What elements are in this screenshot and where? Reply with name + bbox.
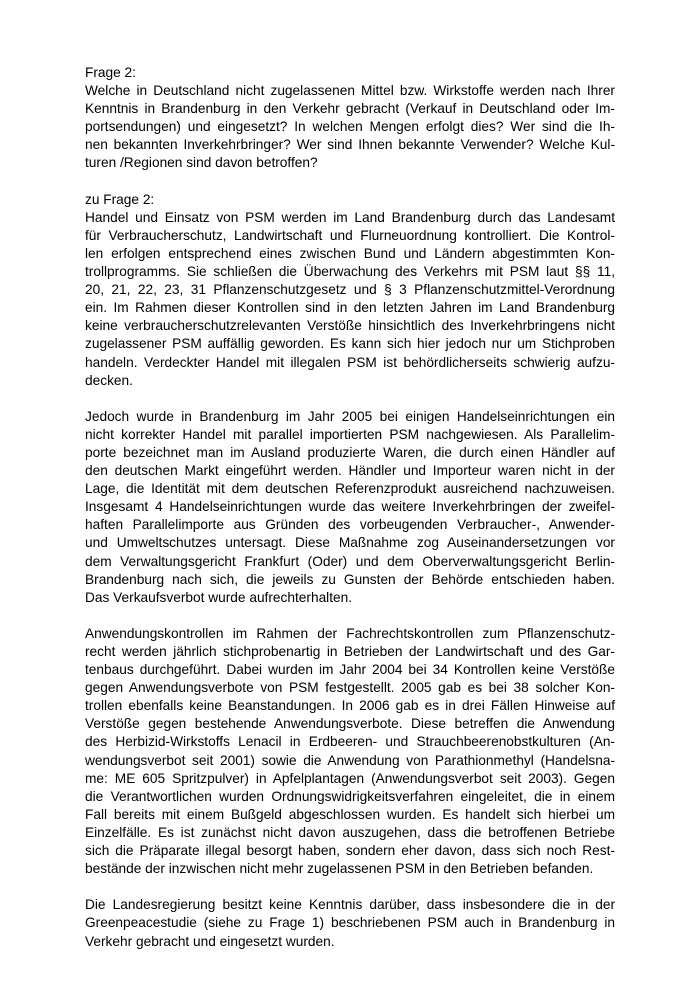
document-page <box>85 64 615 969</box>
paragraph-line: keine verbraucherschutzrelevanten Verstöße hinsichtlich des Inverkehrbringens nicht <box>85 318 615 334</box>
paragraph-line: Handel und Einsatz von PSM werden im Land Brandenburg durch das Landesamt <box>85 209 615 225</box>
paragraph-line: Lage, die Identität mit dem deutschen Referenzprodukt ausreichend nachzuweisen. <box>85 481 615 497</box>
paragraph-line: Anwendungskontrollen im Rahmen der Fachrechtskontrollen zum Pflanzenschutz- <box>85 625 615 641</box>
paragraph-line: me: ME 605 Spritzpulver) in Apfelplantagen (Anwendungsverbot seit 2003). Gegen <box>85 770 615 786</box>
answer-paragraph-1 <box>85 191 615 390</box>
paragraph-line: Verkehr gebracht und eingesetzt wurden. <box>85 933 335 949</box>
paragraph-line: decken. <box>85 372 133 388</box>
answer-paragraph-2 <box>85 408 615 607</box>
question-line: Welche in Deutschland nicht zugelassenen Mittel bzw. Wirkstoffe werden nach Ihrer <box>85 83 615 99</box>
paragraph-line: porte bezeichnet man im Ausland produzierte Waren, die durch einen Händler auf <box>85 444 615 460</box>
paragraph-line: wendungsverbot seit 2001) sowie die Anwendung von Parathionmethyl (Handelsna- <box>85 752 615 768</box>
paragraph-line: Die Landesregierung besitzt keine Kenntnis darüber, dass insbesondere die in der <box>85 897 615 913</box>
question-line: nen bekannten Inverkehrbringer? Wer sind Ihnen bekannte Verwender? Welche Kul- <box>85 137 615 153</box>
paragraph-line: Insgesamt 4 Handelseinrichtungen wurde das weitere Inverkehrbringen der zweifel- <box>85 499 615 515</box>
paragraph-line: handeln. Verdeckter Handel mit illegalen PSM ist behördlicherseits schwierig aufzu- <box>85 354 615 370</box>
paragraph-line: die Verantwortlichen wurden Ordnungswidrigkeitsverfahren eingeleitet, die in einem <box>85 788 615 804</box>
paragraph-line: sich die Präparate illegal besorgt haben, sondern eher davon, dass sich noch Rest- <box>85 843 615 859</box>
paragraph-line: Jedoch wurde in Brandenburg im Jahr 2005 bei einigen Handelseinrichtungen ein <box>85 408 615 424</box>
paragraph-line: Brandenburg nach sich, die jeweils zu Gunsten der Behörde entschieden haben. <box>85 571 615 587</box>
paragraph-line: trollen ebenfalls keine Beanstandungen. In 2006 gab es in drei Fällen Hinweise auf <box>85 698 615 714</box>
paragraph-line: Das Verkaufsverbot wurde aufrechterhalten. <box>85 589 353 605</box>
paragraph-line: ein. Im Rahmen dieser Kontrollen sind in den letzten Jahren im Land Brandenburg <box>85 300 615 316</box>
paragraph-line: tenbaus durchgeführt. Dabei wurden im Jahr 2004 bei 34 Kontrollen keine Verstöße <box>85 662 615 678</box>
question-heading: Frage 2: <box>85 65 136 80</box>
paragraph-line: len erfolgen entsprechend eines zwischen Bund und Ländern abgestimmten Kon- <box>85 245 615 261</box>
paragraph-line: bestände der inzwischen nicht mehr zugelassenen PSM in den Betrieben befanden. <box>85 861 594 877</box>
answer-paragraph-4 <box>85 896 615 950</box>
paragraph-line: für Verbraucherschutz, Landwirtschaft und Flurneuordnung kontrolliert. Die Kontrol- <box>85 227 615 243</box>
paragraph-line: haften Parallelimporte aus Gründen des vorbeugenden Verbraucher-, Anwender- <box>85 517 615 533</box>
answer-heading: zu Frage 2: <box>85 191 155 207</box>
paragraph-line: zugelassener PSM auffällig geworden. Es kann sich hier jedoch nur um Stichproben <box>85 336 615 352</box>
paragraph-line: den deutschen Markt eingeführt werden. Händler und Importeur waren nicht in der <box>85 463 615 479</box>
paragraph-line: Fall bereits mit einem Bußgeld abgeschlossen wurden. Es handelt sich hierbei um <box>85 806 615 822</box>
paragraph-line: trollprogramms. Sie schließen die Überwachung des Verkehrs mit PSM laut §§ 11, <box>85 264 615 280</box>
paragraph-line: Einzelfälle. Es ist zunächst nicht davon auszugehen, dass die betroffenen Betriebe <box>85 824 615 840</box>
paragraph-line: nicht korrekter Handel mit parallel importierten PSM nachgewiesen. Als Parallelim- <box>85 426 615 442</box>
paragraph-line: des Herbizid-Wirkstoffs Lenacil in Erdbeeren- und Strauchbeerenobstkulturen (An- <box>85 734 615 750</box>
paragraph-line: Greenpeacestudie (siehe zu Frage 1) beschriebenen PSM auch in Brandenburg in <box>85 915 615 931</box>
paragraph-line: recht werden jährlich stichprobenartig in Betrieben der Landwirtschaft und des Gar- <box>85 644 615 659</box>
answer-paragraph-3 <box>85 625 615 878</box>
paragraph-line: dem Verwaltungsgericht Frankfurt (Oder) und dem Oberverwaltungsgericht Berlin- <box>85 553 615 569</box>
paragraph-line: gegen Anwendungsverbote von PSM festgestellt. 2005 gab es bei 38 solcher Kon- <box>85 680 615 696</box>
question-line: turen /Regionen sind davon betroffen? <box>85 155 318 171</box>
paragraph-line: und Umweltschutzes untersagt. Diese Maßnahme zog Auseinandersetzungen vor <box>85 535 615 551</box>
question-line: portsendungen) und eingesetzt? In welchen Mengen erfolgt dies? Wer sind die Ih- <box>85 119 615 135</box>
paragraph-line: 20, 21, 22, 23, 31 Pflanzenschutzgesetz und § 3 Pflanzenschutzmittel-Verordnung <box>85 282 615 298</box>
question-section <box>85 64 615 173</box>
paragraph-line: Verstöße gegen bestehende Anwendungsverbote. Diese betreffen die Anwendung <box>85 716 615 732</box>
question-line: Kenntnis in Brandenburg in den Verkehr gebracht (Verkauf in Deutschland oder Im- <box>85 101 615 117</box>
